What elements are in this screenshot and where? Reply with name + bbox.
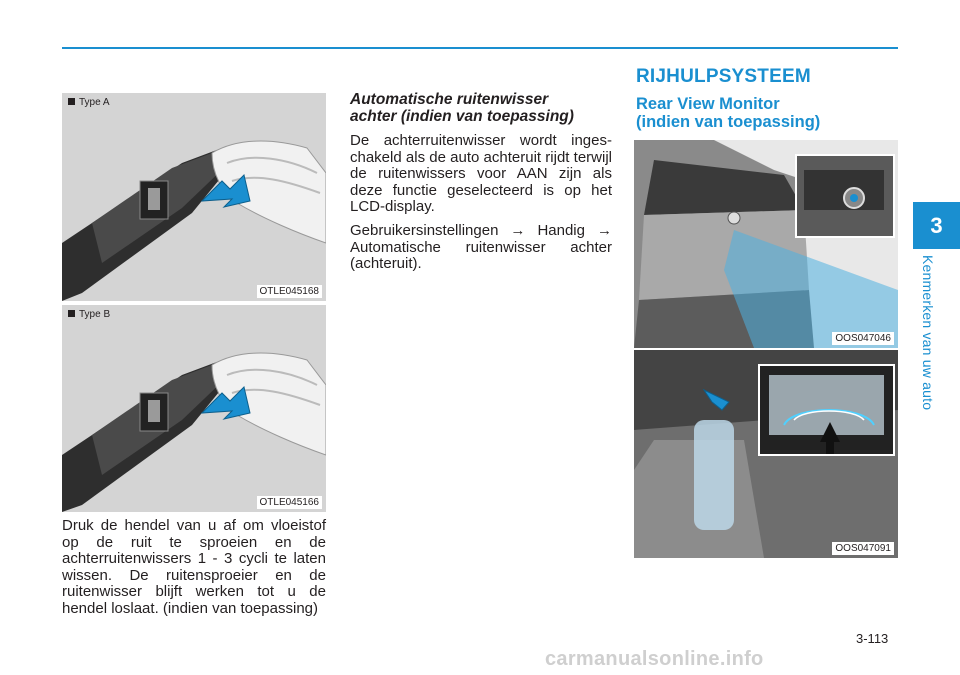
bullet-square-icon <box>68 310 75 317</box>
bullet-square-icon <box>68 98 75 105</box>
figure-console-display <box>634 350 898 558</box>
subsection-title-line1: Rear View Monitor <box>636 95 780 113</box>
top-rule <box>62 47 898 49</box>
section-heading-line2: achter (indien van toepassing) <box>350 108 574 125</box>
subsection-title <box>636 95 898 131</box>
figure-type-b <box>62 305 326 512</box>
chapter-tab: 3 <box>913 202 960 249</box>
chapter-section-title: RIJHULPSYSTEEM <box>636 66 811 87</box>
wiper-lever-illustration <box>62 305 326 512</box>
section-heading-line1: Automatische ruitenwisser <box>350 91 549 108</box>
figure-rear-camera-code: OOS047046 <box>832 332 894 345</box>
middle-paragraph-2: Gebruikersinstellingen → Handig → Automatische ruitenwisser achter (achteruit). <box>350 222 612 272</box>
wiper-lever-illustration <box>62 93 326 301</box>
figure-type-a-code: OTLE045168 <box>257 285 323 298</box>
figure-type-a <box>62 93 326 301</box>
chapter-tab-label: Kenmerken van uw auto <box>920 255 936 411</box>
rear-camera-illustration <box>634 140 898 348</box>
watermark-text: carmanualsonline.info <box>545 648 764 670</box>
middle-paragraph-1: De achterruitenwisser wordt inges-chakeld als de auto achteruit rijdt terwijl de ruitenwissers voor AAN zijn als deze functie geselecteerd is op het LCD-display. <box>350 132 612 215</box>
console-display-illustration <box>634 350 898 558</box>
figure-type-b-tag-text: Type B <box>79 309 111 320</box>
subsection-title-line2: (indien van toepassing) <box>636 113 821 131</box>
figure-type-a-tag-text: Type A <box>79 97 110 108</box>
section-heading <box>350 91 612 125</box>
page-number: 3-113 <box>856 631 889 646</box>
figure-console-code: OOS047091 <box>832 542 894 555</box>
figure-rear-camera <box>634 140 898 348</box>
figure-type-a-tag <box>68 97 110 108</box>
figure-type-b-code: OTLE045166 <box>257 496 323 509</box>
figure-type-b-tag <box>68 309 110 320</box>
left-paragraph: Druk de hendel van u af om vloeistof op de ruit te sproeien en de achterruitenwissers 1 - 3 cycli te laten wissen. De ruitensproeier en de ruitenwisser blijft werken tot u de hendel loslaat. (indien van toepassing) <box>62 517 326 617</box>
